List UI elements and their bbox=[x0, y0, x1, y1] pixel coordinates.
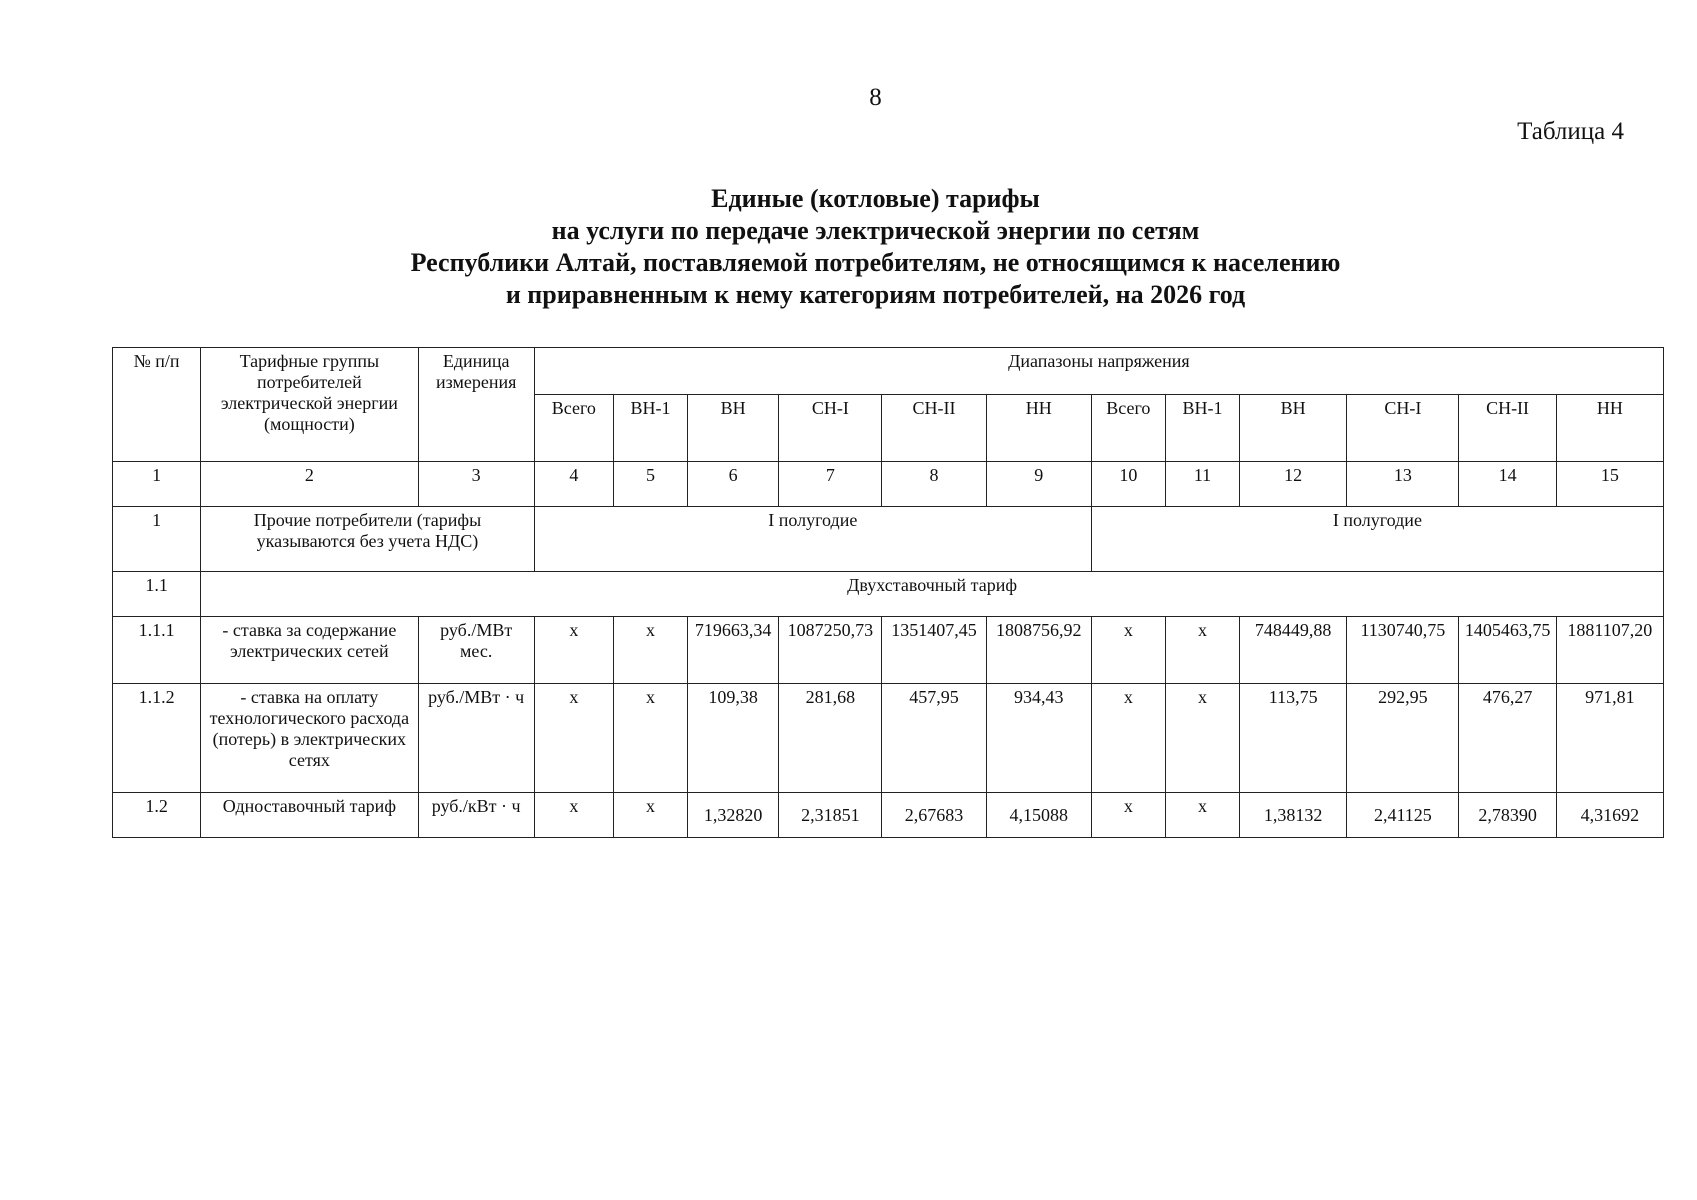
table-row bbox=[113, 684, 1664, 793]
section-row bbox=[113, 507, 1664, 572]
column-index: 8 bbox=[882, 462, 986, 507]
row-value: х bbox=[1165, 617, 1239, 684]
header-subcol: Всего bbox=[534, 395, 613, 462]
column-index: 10 bbox=[1091, 462, 1165, 507]
row-value: 748449,88 bbox=[1240, 617, 1347, 684]
row-value: х bbox=[534, 617, 613, 684]
row-value: 1130740,75 bbox=[1347, 617, 1459, 684]
row-value: 1808756,92 bbox=[986, 617, 1091, 684]
tariff-table bbox=[112, 347, 1664, 838]
column-index: 15 bbox=[1556, 462, 1663, 507]
column-index: 3 bbox=[418, 462, 534, 507]
row-value: х bbox=[1165, 684, 1239, 793]
header-subcol: НН bbox=[1556, 395, 1663, 462]
row-value: 109,38 bbox=[688, 684, 779, 793]
row-value: 1405463,75 bbox=[1459, 617, 1556, 684]
row-value: 971,81 bbox=[1556, 684, 1663, 793]
subsection-name: Двухставочный тариф bbox=[201, 572, 1664, 617]
row-value: х bbox=[613, 684, 687, 793]
row-name: - ставка на оплату технологического расхода (потерь) в электрических сетях bbox=[201, 684, 418, 793]
header-subcol: СН-II bbox=[882, 395, 986, 462]
row-unit: руб./МВт · ч bbox=[418, 684, 534, 793]
row-value: х bbox=[613, 617, 687, 684]
column-index: 5 bbox=[613, 462, 687, 507]
row-value: 113,75 bbox=[1240, 684, 1347, 793]
row-name: Одноставочный тариф bbox=[201, 793, 418, 838]
row-value: 1881107,20 bbox=[1556, 617, 1663, 684]
row-value: 1,32820 bbox=[688, 793, 779, 838]
header-row bbox=[113, 348, 1664, 395]
row-value: 4,31692 bbox=[1556, 793, 1663, 838]
header-voltage-ranges: Диапазоны напряжения bbox=[534, 348, 1663, 395]
row-num: 1.2 bbox=[113, 793, 201, 838]
row-value: х bbox=[1091, 617, 1165, 684]
row-value: х bbox=[1165, 793, 1239, 838]
row-value: 1087250,73 bbox=[779, 617, 882, 684]
column-index: 11 bbox=[1165, 462, 1239, 507]
row-value: 719663,34 bbox=[688, 617, 779, 684]
header-subcol: ВН-1 bbox=[613, 395, 687, 462]
header-subcol: ВН bbox=[688, 395, 779, 462]
title-line: Республики Алтай, поставляемой потребителям, не относящимся к населению bbox=[410, 248, 1341, 277]
section-name: Прочие потребители (тарифы указываются без учета НДС) bbox=[201, 507, 535, 572]
row-num: 1.1.2 bbox=[113, 684, 201, 793]
subsection-num: 1.1 bbox=[113, 572, 201, 617]
row-value: 2,78390 bbox=[1459, 793, 1556, 838]
title-line: Единые (котловые) тарифы bbox=[711, 184, 1040, 213]
row-unit: руб./МВт мес. bbox=[418, 617, 534, 684]
header-subcol: СН-I bbox=[779, 395, 882, 462]
title-line: и приравненным к нему категориям потребителей, на 2026 год bbox=[505, 280, 1246, 309]
column-index: 12 bbox=[1240, 462, 1347, 507]
period-first: I полугодие bbox=[534, 507, 1091, 572]
row-num: 1.1.1 bbox=[113, 617, 201, 684]
table-row bbox=[113, 793, 1664, 838]
row-value: х bbox=[534, 793, 613, 838]
header-num: № п/п bbox=[113, 348, 201, 462]
row-value: х bbox=[1091, 684, 1165, 793]
row-value: х bbox=[613, 793, 687, 838]
column-index-row bbox=[113, 462, 1664, 507]
row-value: 292,95 bbox=[1347, 684, 1459, 793]
column-index: 7 bbox=[779, 462, 882, 507]
row-value: 934,43 bbox=[986, 684, 1091, 793]
column-index: 4 bbox=[534, 462, 613, 507]
row-value: х bbox=[534, 684, 613, 793]
header-group: Тарифные группы потребителей электрической энергии (мощности) bbox=[201, 348, 418, 462]
row-value: 2,31851 bbox=[779, 793, 882, 838]
page-number: 8 bbox=[869, 84, 882, 111]
table-row bbox=[113, 617, 1664, 684]
column-index: 14 bbox=[1459, 462, 1556, 507]
period-second: I полугодие bbox=[1091, 507, 1663, 572]
subsection-row bbox=[113, 572, 1664, 617]
table-label: Таблица 4 bbox=[1517, 118, 1624, 145]
column-index: 6 bbox=[688, 462, 779, 507]
column-index: 1 bbox=[113, 462, 201, 507]
header-subcol: Всего bbox=[1091, 395, 1165, 462]
row-name: - ставка за содержание электрических сетей bbox=[201, 617, 418, 684]
section-num: 1 bbox=[113, 507, 201, 572]
header-subcol: СН-II bbox=[1459, 395, 1556, 462]
document-title bbox=[0, 183, 1697, 311]
row-value: 476,27 bbox=[1459, 684, 1556, 793]
row-value: 281,68 bbox=[779, 684, 882, 793]
row-value: 2,41125 bbox=[1347, 793, 1459, 838]
column-index: 2 bbox=[201, 462, 418, 507]
column-index: 9 bbox=[986, 462, 1091, 507]
header-subcol: ВН bbox=[1240, 395, 1347, 462]
row-value: 1,38132 bbox=[1240, 793, 1347, 838]
title-line: на услуги по передаче электрической энергии по сетям bbox=[551, 216, 1200, 245]
header-subcol: НН bbox=[986, 395, 1091, 462]
header-subcol: СН-I bbox=[1347, 395, 1459, 462]
row-value: х bbox=[1091, 793, 1165, 838]
header-subcol: ВН-1 bbox=[1165, 395, 1239, 462]
row-value: 457,95 bbox=[882, 684, 986, 793]
column-index: 13 bbox=[1347, 462, 1459, 507]
row-value: 1351407,45 bbox=[882, 617, 986, 684]
header-unit: Единица измерения bbox=[418, 348, 534, 462]
row-value: 2,67683 bbox=[882, 793, 986, 838]
row-unit: руб./кВт · ч bbox=[418, 793, 534, 838]
row-value: 4,15088 bbox=[986, 793, 1091, 838]
